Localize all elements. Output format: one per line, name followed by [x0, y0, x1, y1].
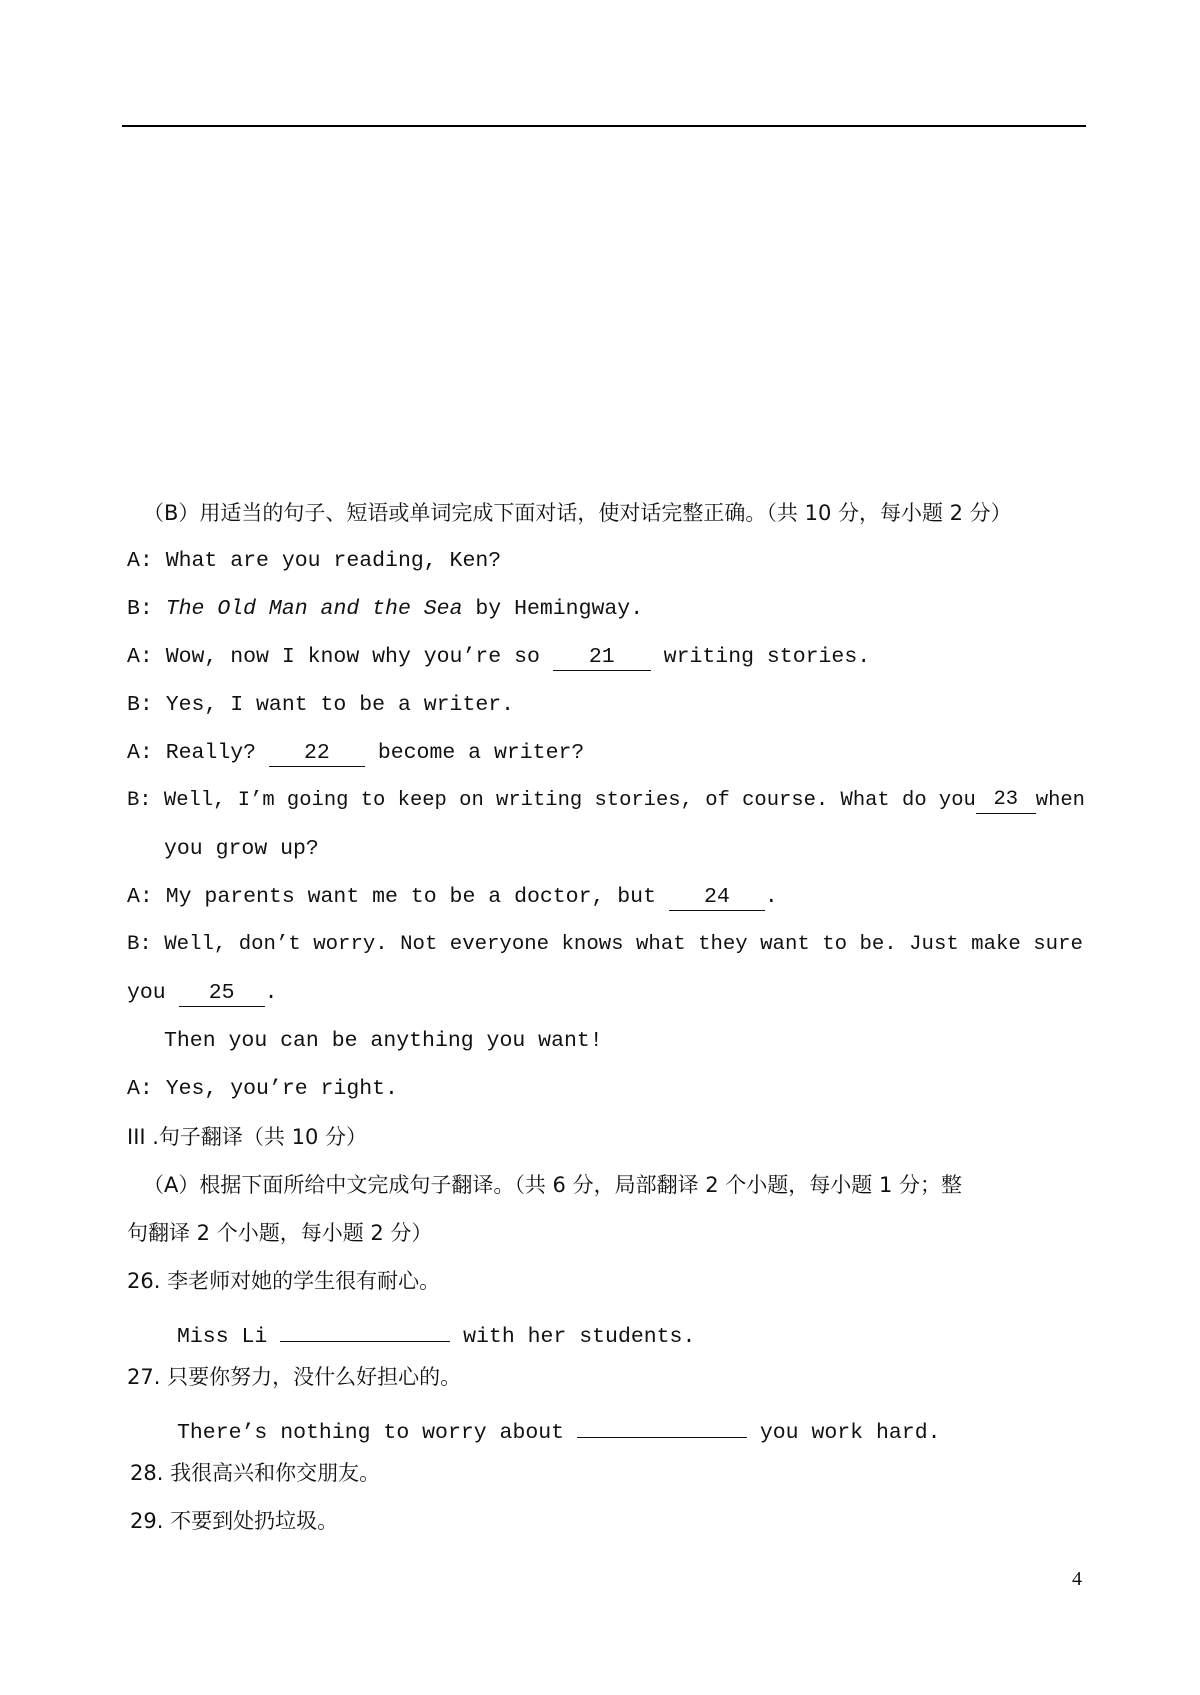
dialogue-line-1: A: What are you reading, Ken?	[127, 549, 502, 573]
speaker-prefix: B:	[127, 597, 166, 621]
question-number: 26.	[127, 1269, 161, 1293]
section-iii-heading: III .句子翻译（共 10 分）	[127, 1125, 368, 1149]
blank-22[interactable]: 22	[269, 740, 365, 767]
answer-blank-27[interactable]	[577, 1411, 747, 1438]
question-number: 27.	[127, 1365, 161, 1389]
dialogue-text: A: Wow, now I know why you’re so	[127, 645, 553, 669]
blank-25[interactable]: 25	[179, 980, 265, 1007]
section-b-heading: （B）用适当的句子、短语或单词完成下面对话，使对话完整正确。（共 10 分，每小题 2 分）	[143, 501, 1012, 525]
dialogue-line-12: A: Yes, you’re right.	[127, 1077, 398, 1101]
question-chinese: 我很高兴和你交朋友。	[170, 1461, 381, 1485]
answer-blank-26[interactable]	[280, 1315, 450, 1342]
question-26	[127, 1267, 440, 1295]
section-a-instructions-line-1: （A）根据下面所给中文完成句子翻译。（共 6 分，局部翻译 2 个小题，每小题 1 分；整	[143, 1173, 962, 1197]
dialogue-line-4: B: Yes, I want to be a writer.	[127, 693, 515, 717]
dialogue-text: by Hemingway.	[462, 597, 644, 621]
book-title: The Old Man and the Sea	[165, 597, 463, 621]
question-27	[127, 1363, 461, 1391]
dialogue-line-8	[127, 883, 778, 911]
question-28	[130, 1459, 380, 1487]
answer-text: you work hard.	[746, 1421, 941, 1445]
header-rule	[122, 125, 1086, 127]
question-number: 28.	[130, 1461, 164, 1485]
dialogue-text: become a writer?	[364, 741, 585, 765]
dialogue-line-7: you grow up?	[164, 837, 319, 861]
blank-21[interactable]: 21	[553, 644, 651, 671]
dialogue-text: A: My parents want me to be a doctor, but	[127, 885, 669, 909]
dialogue-line-3	[127, 643, 870, 671]
dialogue-line-5	[127, 739, 584, 767]
question-chinese: 只要你努力，没什么好担心的。	[167, 1365, 462, 1389]
question-number: 29.	[130, 1509, 164, 1533]
dialogue-text: when	[1035, 789, 1085, 812]
answer-text: with her students.	[450, 1325, 696, 1349]
section-a-instructions-line-2: 句翻译 2 个小题，每小题 2 分）	[127, 1221, 433, 1245]
question-27-answer-line	[177, 1411, 941, 1447]
dialogue-line-11: Then you can be anything you want!	[164, 1029, 603, 1053]
answer-text: There’s nothing to worry about	[177, 1421, 577, 1445]
question-chinese: 李老师对她的学生很有耐心。	[167, 1269, 441, 1293]
blank-24[interactable]: 24	[669, 884, 765, 911]
blank-23[interactable]: 23	[976, 787, 1036, 814]
dialogue-text: .	[264, 981, 278, 1005]
dialogue-text: B: Well, I’m going to keep on writing stories, of course. What do you	[127, 789, 976, 812]
question-26-answer-line	[177, 1315, 695, 1351]
question-29	[130, 1507, 338, 1535]
dialogue-text: writing stories.	[650, 645, 871, 669]
dialogue-text: A: Really?	[127, 741, 269, 765]
answer-text: Miss Li	[177, 1325, 281, 1349]
dialogue-line-10	[127, 979, 278, 1007]
dialogue-line-9: B: Well, don’t worry. Not everyone knows what they want to be. Just make sure	[127, 933, 1083, 956]
dialogue-line-6	[127, 787, 1085, 815]
dialogue-text: .	[764, 885, 778, 909]
dialogue-line-2	[127, 595, 643, 623]
page-number: 4	[1072, 1568, 1082, 1590]
dialogue-text: you	[127, 981, 179, 1005]
question-chinese: 不要到处扔垃圾。	[170, 1509, 339, 1533]
